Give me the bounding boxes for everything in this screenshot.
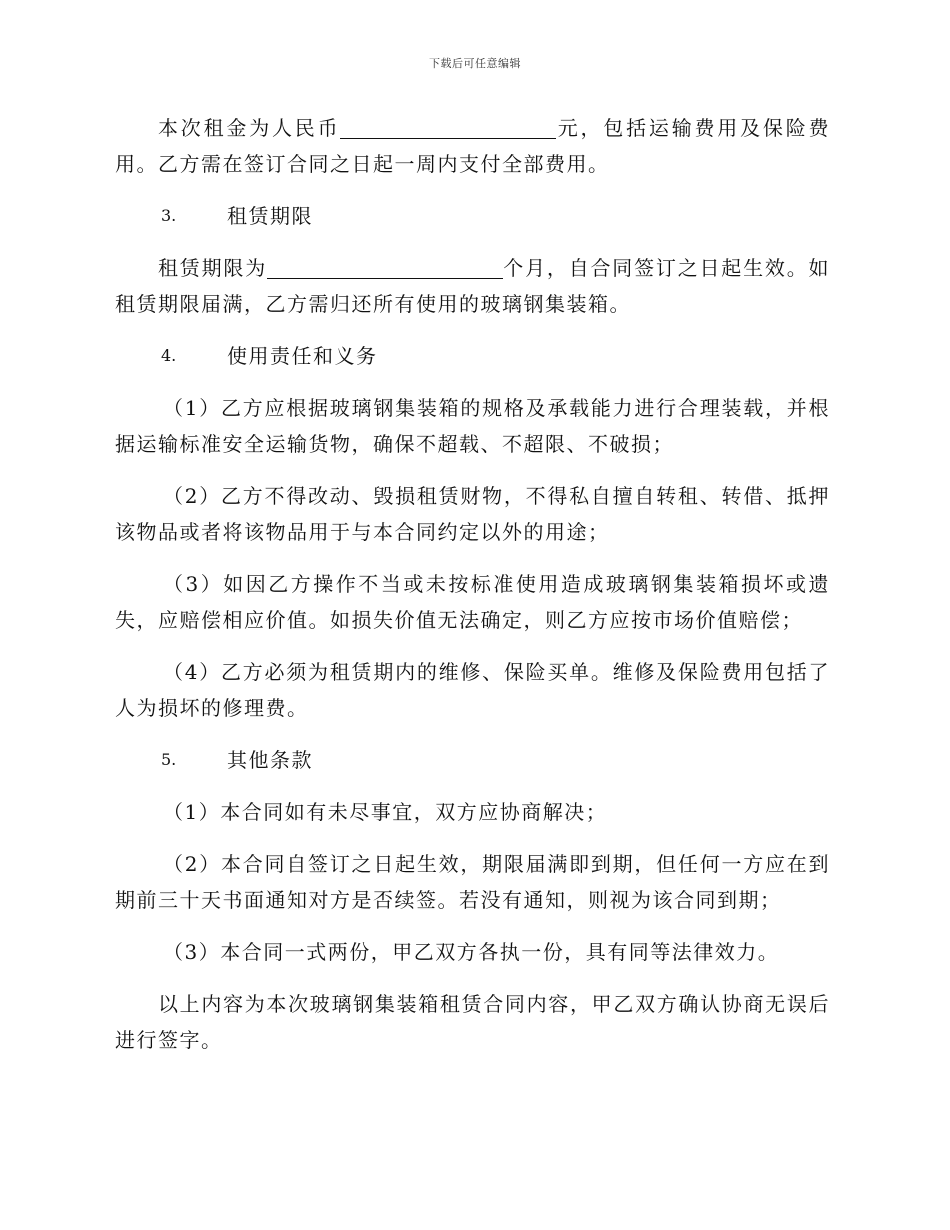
closing-paragraph: 以上内容为本次玻璃钢集装箱租赁合同内容，甲乙双方确认协商无误后进行签字。 xyxy=(115,992,830,1052)
term-text-after: 个月，自合同签订之日起生效。如租赁期限届满，乙方需归还所有使用的玻璃钢集装箱。 xyxy=(115,256,830,316)
rent-amount-blank xyxy=(340,114,556,139)
section-3-heading xyxy=(115,198,830,234)
section-5-item-2: （2）本合同自签订之日起生效，期限届满即到期，但任何一方应在到期前三十天书面通知对方是否续签。若没有通知，则视为该合同到期； xyxy=(115,852,830,912)
term-text-before: 租赁期限为 xyxy=(158,256,267,280)
section-4-title: 使用责任和义务 xyxy=(227,344,378,368)
section-5-item-3: （3）本合同一式两份，甲乙双方各执一份，具有同等法律效力。 xyxy=(163,940,780,964)
rent-text-after: 元，包括运输费用及保险费用。乙方需在签订合同之日起一周内支付全部费用。 xyxy=(115,116,831,176)
section-5-title: 其他条款 xyxy=(227,748,313,772)
section-4-heading xyxy=(115,338,830,374)
section-4-number: 4. xyxy=(161,346,177,365)
term-months-blank xyxy=(267,254,503,279)
section-5-item-1: （1）本合同如有未尽事宜，双方应协商解决； xyxy=(163,800,608,824)
section-4-item-2: （2）乙方不得改动、毁损租赁财物，不得私自擅自转租、转借、抵押该物品或者将该物品用于与本合同约定以外的用途； xyxy=(115,484,830,544)
section-4-item-3: （3）如因乙方操作不当或未按标准使用造成玻璃钢集装箱损坏或遗失，应赔偿相应价值。如损失价值无法确定，则乙方应按市场价值赔偿； xyxy=(115,572,830,632)
page-header: 下载后可任意编辑 xyxy=(429,57,521,70)
section-3-title: 租赁期限 xyxy=(227,204,313,228)
section-4-item-4: （4）乙方必须为租赁期内的维修、保险买单。维修及保险费用包括了人为损坏的修理费。 xyxy=(115,660,830,720)
section-3-number: 3. xyxy=(161,206,177,225)
term-paragraph xyxy=(115,250,830,322)
section-5-number: 5. xyxy=(161,750,177,769)
rent-paragraph xyxy=(115,110,830,182)
rent-text-before: 本次租金为人民币 xyxy=(158,116,341,140)
document-body xyxy=(115,110,830,1074)
section-4-item-1: （1）乙方应根据玻璃钢集装箱的规格及承载能力进行合理装载，并根据运输标准安全运输货物，确保不超载、不超限、不破损； xyxy=(115,396,830,456)
section-5-heading xyxy=(115,742,830,778)
